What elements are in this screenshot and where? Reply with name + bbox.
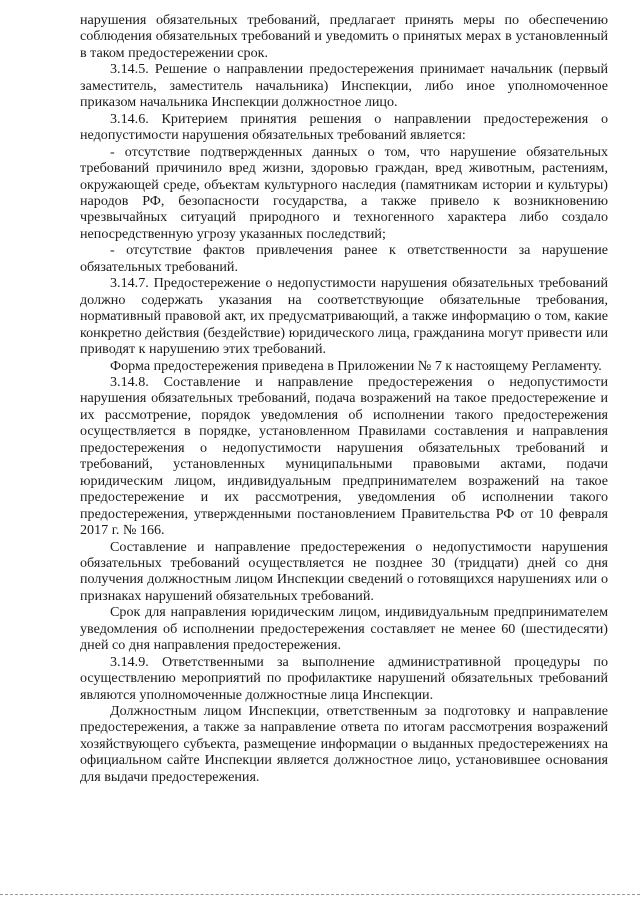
paragraph-form-reference: Форма предостережения приведена в Приложении № 7 к настоящему Регламенту. [110,357,602,374]
paragraph-deadline-30-days: Составление и направление предостережения о недопустимости нарушения обязательных требований осуществляется не позднее 30 (тридцати) дней со дня получения должностным лицом Инспекции сведений о готовящихся нарушениях или о признаках нарушений обязательных требований. [80,538,608,604]
criterion-item-2: - отсутствие фактов привлечения ранее к ответственности за нарушение обязательных требований. [80,242,608,275]
paragraph-deadline-60-days: Срок для направления юридическим лицом, индивидуальным предпринимателем уведомления об исполнении предостережения составляет не менее 60 (шестидесяти) дней со дня направления предостережения. [80,604,608,654]
paragraph-responsible-official: Должностным лицом Инспекции, ответственным за подготовку и направление предостережения, а также за направление ответа по итогам рассмотрения возражений хозяйствующего субъекта, размещение информации о выданных предостережениях на официальном сайте Инспекции является должностное лицо, установившее основания для выдачи предостережения. [80,703,608,785]
paragraph-3-14-7: 3.14.7. Предостережение о недопустимости нарушения обязательных требований должно содержать указания на соответствующие обязательные требования, нормативный правовой акт, их предусматривающий, а также информацию о том, какие конкретно действия (бездействие) юридического лица, гражданина могут привести или приводят к нарушению этих требований. [80,275,608,358]
document-page [80,12,608,785]
paragraph-3-14-9: 3.14.9. Ответственными за выполнение административной процедуры по осуществлению мероприятий по профилактике нарушений обязательных требований являются уполномоченные должностные лица Инспекции. [80,653,608,703]
paragraph-continuation: нарушения обязательных требований, предлагает принять меры по обеспечению соблюдения обязательных требований и уведомить о принятых мерах в установленный в таком предостережении срок. [80,12,608,61]
scan-edge-line [0,894,640,895]
paragraph-3-14-8: 3.14.8. Составление и направление предостережения о недопустимости нарушения обязательных требований, подача возражений на такое предостережение и их рассмотрение, порядок уведомления об исполнении такого предостережения осуществляется в порядке, установленном Правилами составления и направления предостережения о недопустимости нарушения обязательных требований и требований, установленных муниципальными правовыми актами, подачи юридическим лицом, индивидуальным предпринимателем возражений на такое предостережение и их рассмотрения, уведомления об исполнении такого предостережения, утвержденными постановлением Правительства РФ от 10 февраля 2017 г. № 166. [80,373,608,539]
paragraph-3-14-6: 3.14.6. Критерием принятия решения о направлении предостережения о недопустимости нарушения обязательных требований является: [80,110,608,144]
paragraph-3-14-5: 3.14.5. Решение о направлении предостережения принимает начальник (первый заместитель, заместитель начальника) Инспекции, либо иное уполномоченное приказом начальника Инспекции должностное лицо. [80,61,608,111]
criterion-item-1: - отсутствие подтвержденных данных о том, что нарушение обязательных требований причинило вред жизни, здоровью граждан, вред животным, растениям, окружающей среде, объектам культурного наследия (памятникам истории и культуры) народов РФ, безопасности государства, а также привело к возникновению чрезвычайных ситуаций природного и техногенного характера либо создало непосредственную угрозу указанных последствий; [80,143,608,242]
